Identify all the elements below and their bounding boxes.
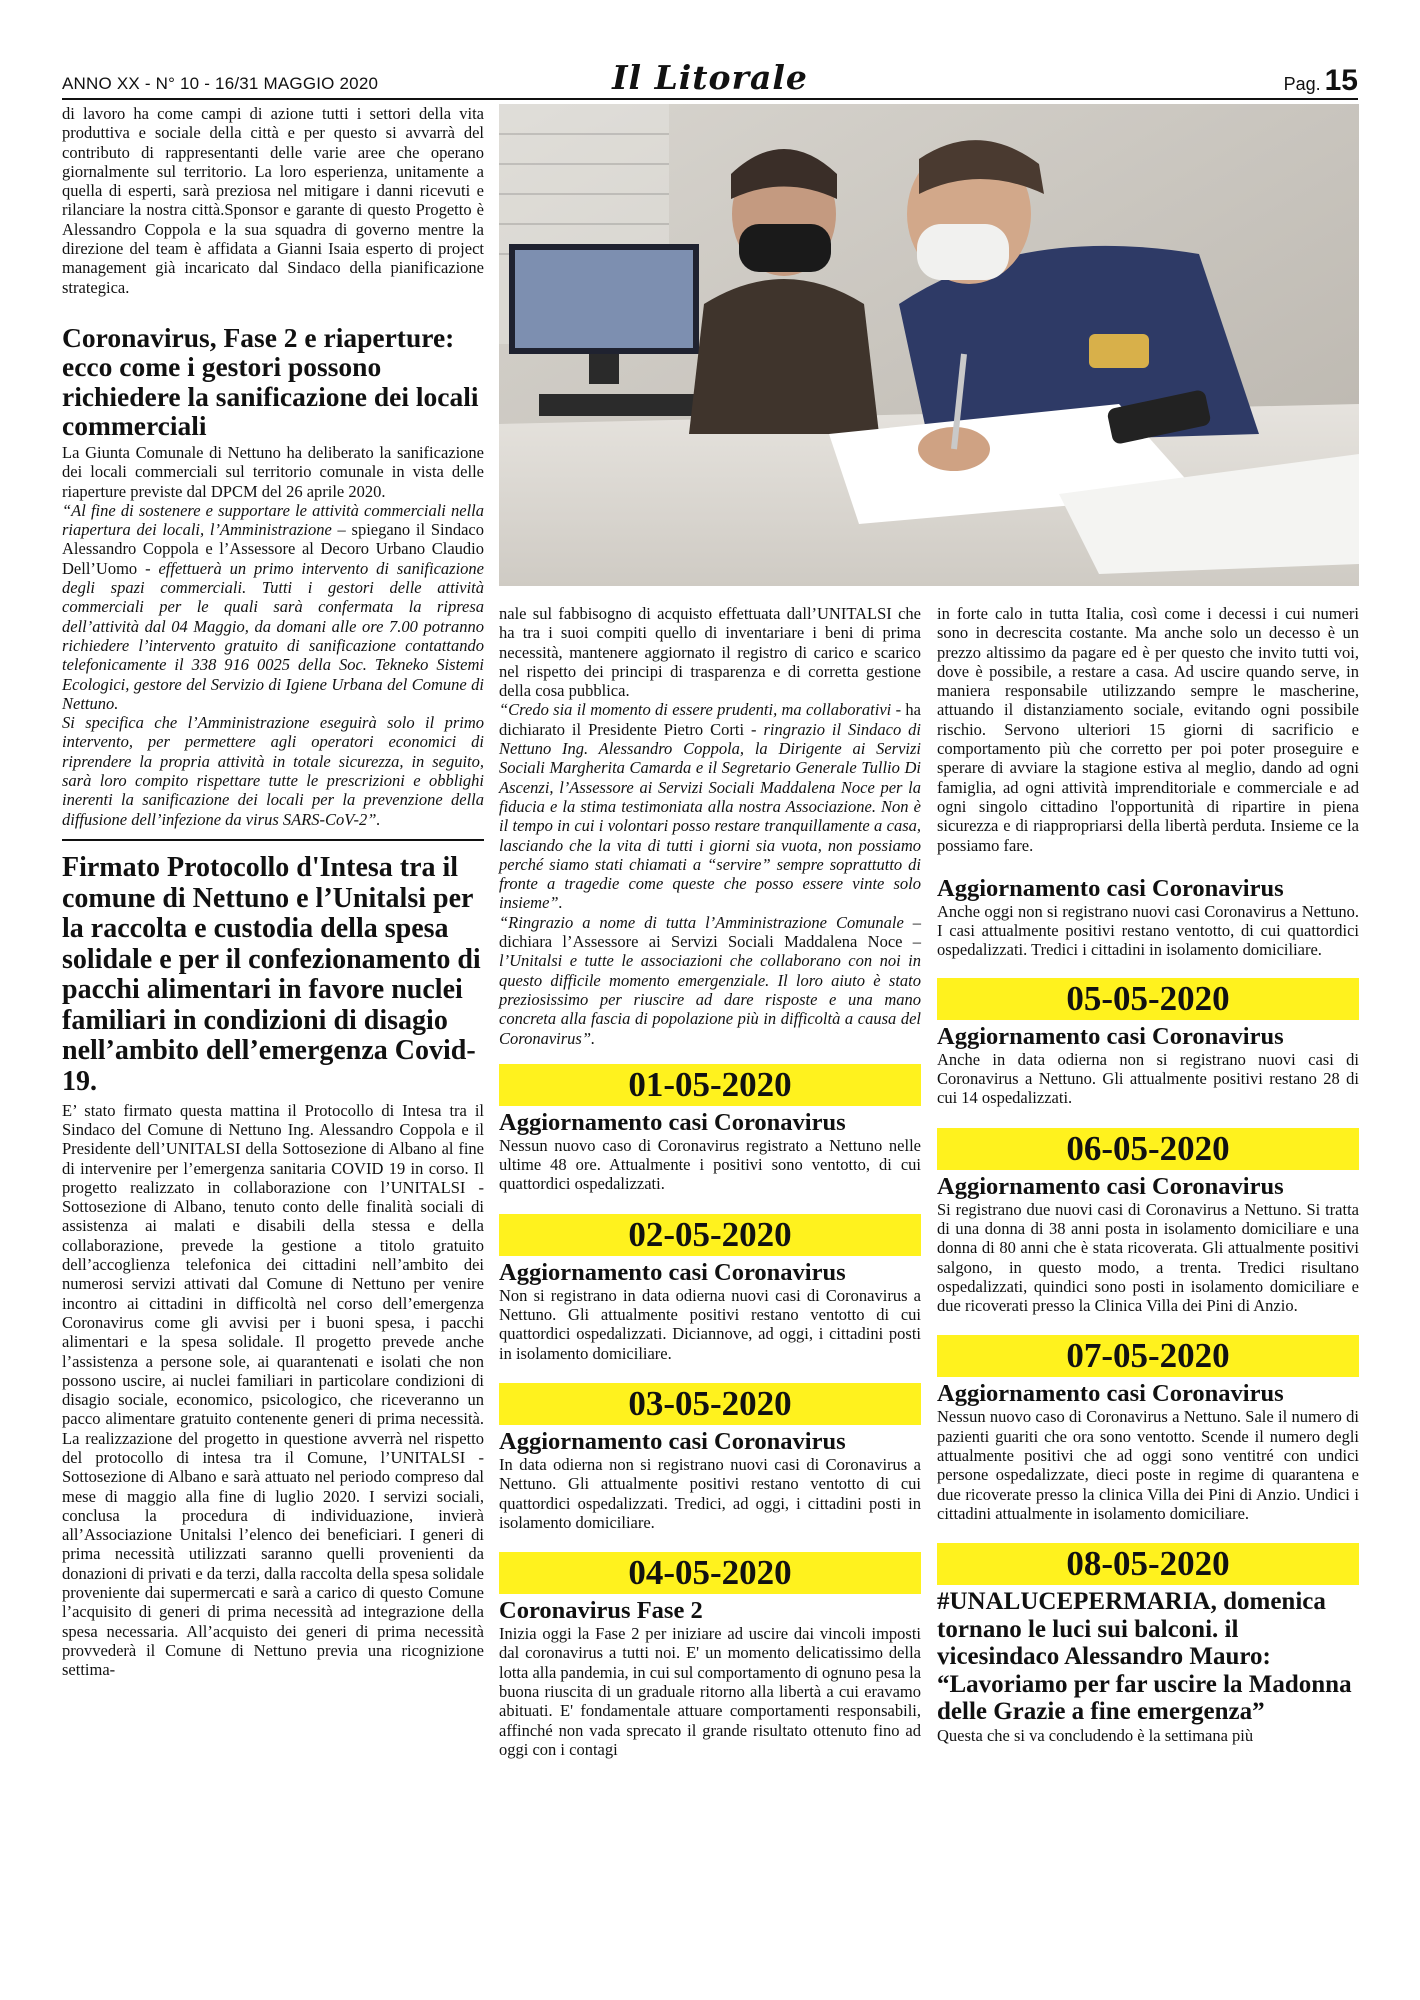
masthead: Il Litorale bbox=[612, 58, 808, 97]
article-divider bbox=[62, 839, 484, 841]
article-1-title: Coronavirus, Fase 2 e riaperture: ecco come i gestori possono richiedere la sanificazione dei locali commerciali bbox=[62, 321, 479, 442]
column-2 bbox=[499, 604, 921, 1759]
date-bar-03-05: 03-05-2020 bbox=[499, 1383, 921, 1425]
date-bar-01-05: 01-05-2020 bbox=[499, 1064, 921, 1106]
update-02-05-text: Non si registrano in data odierna nuovi casi di Coronavirus a Nettuno. Gli attualmente positivi restano ventotto di cui quattordici ospedalizzati. Diciannove, ad oggi, i cittadini posti in isolamento domiciliare. bbox=[499, 1285, 921, 1363]
page-header bbox=[62, 58, 1358, 100]
update-08-05-title: #UNALUCEPERMARIA, domenica tornano le luci sui balconi. il vicesindaco Alessandro Mauro: “Lavoriamo per far uscire la Madonna delle Grazie a fine emergenza” bbox=[937, 1588, 1352, 1726]
update-05-05-title: Aggiornamento casi Coronavirus bbox=[937, 1022, 1284, 1050]
photo-signing-protocol-icon bbox=[499, 104, 1359, 586]
quote-noce-attribution: – dichiara l’Assessore ai Servizi Sociali Maddalena Noce – bbox=[499, 912, 921, 952]
article-photo bbox=[499, 104, 1359, 586]
article-1-p2 bbox=[62, 501, 484, 713]
update-07-05-text: Nessun nuovo caso di Coronavirus a Nettuno. Sale il numero di pazienti guariti che ora sono ventotto. Scende il numero degli attualmente positivi che ad oggi sono ventitré con undici persone ospedalizzate, dieci poste in regime di quarantena e due ricoverate presso la clinica Villa dei Pini di Anzio. Undici i cittadini attualmente in isolamento domiciliare. bbox=[937, 1407, 1359, 1523]
article-1-p2-quote-b: - effettuerà un primo intervento di sanificazione degli spazi commerciali. Tutti i gestori delle attività commerciali per le quali sarà confermata la ripresa dell’attività dal 04 Maggio, da domani alle ore 7.00 potranno richiedere l’intervento gratuito di sanificazione contattando telefonicamente il 338 916 0025 della Soc. Tekneko Sistemi Ecologici, gestore del Servizio di Igiene Urbana del Comune di Nettuno. bbox=[62, 558, 485, 713]
quote-corti-b: - ringrazio il Sindaco di Nettuno Ing. Alessandro Coppola, la Dirigente ai Servizi Sociali Margherita Camarda e il Segretario Generale Tullio Di Ascenzi, l’Assessore ai Servizi Sociali Maddalena Noce per la fiducia e la stima testimoniata alla nostra Associazione. Non è il tempo in cui i volontari posso restare tranquillamente a casa, lasciando che la vita di tutti i giorni sia vuota, non possiamo perché siamo stati chiamati a “servire” sempre soprattutto di fronte a tragedie come queste che posso essere vinte solo insieme”. bbox=[499, 719, 922, 913]
article-1-p1: La Giunta Comunale di Nettuno ha deliberato la sanificazione dei locali commerciali sul territorio comunale in vista delle riaperture previste dal DPCM del 26 aprile 2020. bbox=[62, 442, 484, 501]
update-02-05-title: Aggiornamento casi Coronavirus bbox=[499, 1258, 846, 1286]
column-1 bbox=[62, 104, 484, 1680]
article-2-p1: E’ stato firmato questa mattina il Protocollo di Intesa tra il Sindaco del Comune di Nettuno Ing. Alessandro Coppola e il Presidente dell’UNITALSI della Sottosezione di Albano al fine di intervenire per l’emergenza sanitaria COVID 19 in corso. Il progetto realizzato in collaborazione con l’UNITALSI - Sottosezione di Albano, tenuto conto delle finalità sociali di assistenza ai malati e disabili della stessa e della collaborazione, prevede la gestione a titolo gratuito dell’accoglienza telefonica dei cittadini nell’ambito dei numerosi servizi attivati dal Comune di Nettuno per venire incontro ai cittadini in difficoltà nel corso dell’emergenza Coronavirus come gli avvisi per i buoni spesa, i pacchi alimentari e la spesa solidale. Il progetto prevede anche l’assistenza a persone sole, ai quarantenati e isolati che non possono uscire, ai nuclei familiari in particolare condizioni di disagio sociale, economico, psicologico, che riceveranno un pacco alimentare gratuito contenente generi di prima necessità. La realizzazione del progetto in questione avverrà nel rispetto del protocollo di intesa tra il Comune, l’UNITALSI - Sottosezione di Albano e sarà attuato nel periodo compreso dal mese di maggio alla fine di luglio 2020. I servizi sociali, conclusa la procedura di individuazione, invierà all’Associazione Unitalsi l’elenco dei beneficiari. I generi di prima necessità utilizzati saranno quelli provenienti da donazioni di privati e da terzi, dalla raccolta della spesa solidale proveniente dai supermercati e sarà a carico di questo Comune l’acquisito di generi di prima necessità ad integrazione della spesa necessaria. All’acquisto dei generi di prima necessità provvederà il Comune di Nettuno previa una ricognizione settima- bbox=[62, 1100, 484, 1680]
article-2-continued: nale sul fabbisogno di acquisto effettuata dall’UNITALSI che ha tra i suoi compiti quello di inventariare i beni di prima necessità, mantenere aggiornato il registro di carico e scarico nel rispetto dei principi di trasparenza e di corretta gestione della cosa pubblica. bbox=[499, 604, 921, 701]
issue-info: ANNO XX - N° 10 - 16/31 MAGGIO 2020 bbox=[62, 74, 379, 93]
article-2-title: Firmato Protocollo d'Intesa tra il comune di Nettuno e l’Unitalsi per la raccolta e custodia della spesa solidale e per il confezionamento di pacchi alimentari in favore nuclei familiari in condizioni di disagio nell’ambito dell’emergenza Covid-19. bbox=[62, 851, 481, 1098]
update-06-05-title: Aggiornamento casi Coronavirus bbox=[937, 1172, 1284, 1200]
fase2-continued: in forte calo in tutta Italia, così come i decessi i cui numeri sono in decrescita costante. Ma anche solo un decesso è un prezzo altissimo da pagare ed è per questo che invito tutti voi, dove è possibile, a restare a casa. Ad uscire quando serve, in maniera responsabile utilizzando sempre le mascherine, attuando il distanziamento sociale, evitando ogni possibile rischio. Servono ulteriori 15 giorni di sacrificio e comportamento più che corretto per poi poter proseguire e sperare di avviare la stagione estiva al meglio, dando ad ogni famiglia, ad ogni attività imprenditoriale e commerciale e ad ogni singolo cittadino l'opportunità di ripartire in piena sicurezza e di riappropriarsi della libertà perduta. Insieme ce la possiamo fare. bbox=[937, 604, 1359, 855]
page-label: Pag. bbox=[1283, 74, 1321, 94]
update-pre-title: Aggiornamento casi Coronavirus bbox=[937, 874, 1284, 902]
update-04-05-text: Inizia oggi la Fase 2 per iniziare ad uscire dai vincoli imposti dal coronavirus a tutti noi. E' un momento delicatissimo della lotta alla pandemia, in cui sul comportamento di ognuno pesa la buona riuscita di un graduale ritorno alla libertà a cui eravamo abituati. E' fondamentale attuare comportamenti responsabili, affinché non vada sprecato il grande risultato ottenuto fino ad oggi con i contagi bbox=[499, 1624, 922, 1759]
quote-corti bbox=[499, 700, 921, 912]
article-1-p3: Si specifica che l’Amministrazione eseguirà solo il primo intervento, per permettere agli operatori economici di riprendere la propria attività in totale sicurezza, in seguito, sarà loro compito rispettare tutte le prescrizioni e obblighi inerenti la sanificazione dei locali per la prevenzione della diffusione dell’infezione da virus SARS-CoV-2”. bbox=[62, 713, 484, 829]
article-1-p2-attribution: – spiegano il Sindaco Alessandro Coppola e l’Assessore al Decoro Urbano Claudio Dell’Uomo bbox=[62, 520, 485, 578]
page-number: 15 bbox=[1324, 64, 1358, 97]
update-01-05-text: Nessun nuovo caso di Coronavirus registrato a Nettuno nelle ultime 48 ore. Attualmente i positivi sono ventotto, di cui quattordici ospedalizzati. bbox=[499, 1135, 921, 1194]
column-3 bbox=[937, 604, 1359, 1745]
quote-noce-a: “Ringrazio a nome di tutta l’Amministrazione Comunale bbox=[499, 912, 904, 932]
date-bar-02-05: 02-05-2020 bbox=[499, 1214, 921, 1256]
update-07-05-title: Aggiornamento casi Coronavirus bbox=[937, 1380, 1284, 1408]
page-number-block bbox=[1284, 64, 1358, 98]
update-05-05-text: Anche in data odierna non si registrano nuovi casi di Coronavirus a Nettuno. Gli attualmente positivi restano 28 di cui 14 ospedalizzati. bbox=[937, 1049, 1359, 1108]
update-01-05-title: Aggiornamento casi Coronavirus bbox=[499, 1108, 846, 1136]
quote-corti-a: “Credo sia il momento di essere prudenti, ma collaborativi bbox=[499, 700, 892, 720]
update-08-05-text: Questa che si va concludendo è la settimana più bbox=[937, 1725, 1254, 1745]
date-bar-05-05: 05-05-2020 bbox=[937, 978, 1359, 1020]
date-bar-06-05: 06-05-2020 bbox=[937, 1128, 1359, 1170]
date-bar-07-05: 07-05-2020 bbox=[937, 1335, 1359, 1377]
quote-noce-b: l’Unitalsi e tutte le associazioni che collaborano con noi in questo difficile momento emergenziale. Il loro aiuto è stato preziosissimo per riuscire ad dare risposte e una mano concreta alla fascia di popolazione più in difficoltà a causa del Coronavirus”. bbox=[499, 951, 921, 1048]
date-bar-04-05: 04-05-2020 bbox=[499, 1552, 921, 1594]
intro-paragraph: di lavoro ha come campi di azione tutti i settori della vita produttiva e sociale della città e per questo si avvarrà del contributo di rappresentanti delle varie aree che operano giornalmente sul territorio. La loro esperienza, unitamente a quella di esperti, sarà preziosa nel mitigare i danni ricevuti e rilanciare la nostra città.Sponsor e garante di questo Progetto è Alessandro Coppola e la sua squadra di governo mentre la direzione del team è affidata a Gianni Isaia esperto di project management già incaricato dal Sindaco della pianificazione strategica. bbox=[62, 104, 484, 297]
update-pre-text: Anche oggi non si registrano nuovi casi Coronavirus a Nettuno. I casi attualmente positivi restano ventotto, di cui quattordici ospedalizzati. Tredici i cittadini in isolamento domiciliare. bbox=[937, 901, 1359, 960]
header-rule bbox=[62, 98, 1358, 100]
quote-noce bbox=[499, 913, 921, 1048]
date-bar-08-05: 08-05-2020 bbox=[937, 1543, 1359, 1585]
update-03-05-title: Aggiornamento casi Coronavirus bbox=[499, 1427, 846, 1455]
quote-corti-attribution: - ha dichiarato il Presidente Pietro Corti bbox=[499, 700, 921, 739]
article-1-p2-quote-a: “Al fine di sostenere e supportare le attività commerciali nella riapertura dei locali, l’Amministrazione bbox=[62, 500, 484, 540]
update-03-05-text: In data odierna non si registrano nuovi casi di Coronavirus a Nettuno. Gli attualmente positivi restano ventotto di cui quattordici ospedalizzati. Tredici, ad oggi, i cittadini posti in isolamento domiciliare. bbox=[499, 1454, 921, 1532]
update-04-05-title: Coronavirus Fase 2 bbox=[499, 1597, 703, 1625]
update-06-05-text: Si registrano due nuovi casi di Coronavirus a Nettuno. Si tratta di una donna di 38 anni posta in isolamento domiciliare e una donna di 80 anni che è stata ricoverata. Gli attualmente positivi salgono, in questo modo, a trenta. Tredici risultano ospedalizzati, quindici sono posti in isolamento domiciliare e due ricoverati presso la Clinica Villa dei Pini di Anzio. bbox=[937, 1199, 1359, 1316]
